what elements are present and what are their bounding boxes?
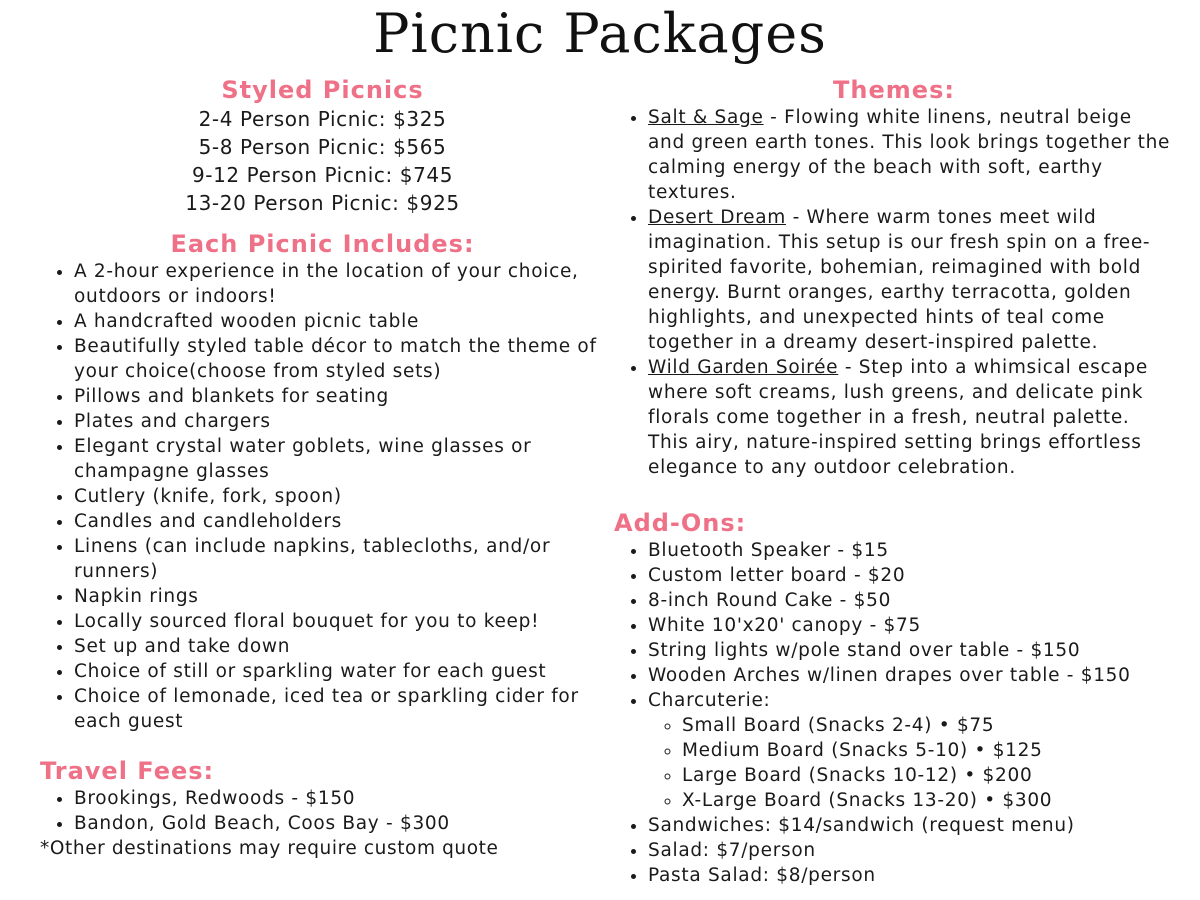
list-item: • Salad: $7/person xyxy=(648,838,1174,863)
charcuterie-label: Charcuterie: xyxy=(648,690,771,711)
charcuterie-item xyxy=(648,688,1174,813)
theme-item xyxy=(648,205,1174,355)
theme-item xyxy=(648,355,1174,480)
list-item: • A handcrafted wooden picnic table xyxy=(74,309,605,334)
list-item: • Custom letter board - $20 xyxy=(648,563,1174,588)
price-list xyxy=(40,105,605,217)
theme-description: - Step into a whimsical escape where soft creams, lush greens, and delicate pink florals come together in a fresh, neutral palette. This airy, nature-inspired setting brings effortless elegance to any outdoor celebration. xyxy=(648,357,1148,478)
price-line: 5-8 Person Picnic: $565 xyxy=(198,135,447,159)
charcuterie-list xyxy=(648,713,1174,813)
list-item: • Bandon, Gold Beach, Coos Bay - $300 xyxy=(74,811,605,836)
page-title: Picnic Packages xyxy=(373,2,827,65)
theme-name: Desert Dream xyxy=(648,207,786,228)
list-item: • Pasta Salad: $8/person xyxy=(648,863,1174,888)
styled-picnics-heading: Styled Picnics xyxy=(221,76,424,104)
price-line: 2-4 Person Picnic: $325 xyxy=(198,107,447,131)
price-line: 9-12 Person Picnic: $745 xyxy=(191,163,454,187)
list-item: • Locally sourced floral bouquet for you to keep! xyxy=(74,609,605,634)
list-item: • White 10'x20' canopy - $75 xyxy=(648,613,1174,638)
list-item: • Set up and take down xyxy=(74,634,605,659)
list-item: • Linens (can include napkins, tablecloths, and/or runners) xyxy=(74,534,605,584)
price-line: 13-20 Person Picnic: $925 xyxy=(185,191,460,215)
list-item: • Beautifully styled table décor to match the theme of your choice(choose from styled sets) xyxy=(74,334,605,384)
travel-fees-list xyxy=(40,786,605,836)
list-item: • Choice of lemonade, iced tea or sparkling cider for each guest xyxy=(74,684,605,734)
left-column xyxy=(40,75,605,861)
list-item: • Sandwiches: $14/sandwich (request menu) xyxy=(648,813,1174,838)
list-item: • Wooden Arches w/linen drapes over table - $150 xyxy=(648,663,1174,688)
list-item: • String lights w/pole stand over table - $150 xyxy=(648,638,1174,663)
list-item: • 8-inch Round Cake - $50 xyxy=(648,588,1174,613)
theme-name: Wild Garden Soirée xyxy=(648,357,839,378)
sub-list-item: ◦ X-Large Board (Snacks 13-20) • $300 xyxy=(682,788,1174,813)
list-item: • A 2-hour experience in the location of your choice, outdoors or indoors! xyxy=(74,259,605,309)
theme-item xyxy=(648,105,1174,205)
theme-description: - Where warm tones meet wild imagination. This setup is our fresh spin on a free-spirited favorite, bohemian, reimagined with bold energy. Burnt oranges, earthy terracotta, golden highlights, and unexpected hints of teal come together in a dreamy desert-inspired palette. xyxy=(648,207,1151,353)
list-item: • Pillows and blankets for seating xyxy=(74,384,605,409)
sub-list-item: ◦ Medium Board (Snacks 5-10) • $125 xyxy=(682,738,1174,763)
includes-list xyxy=(40,259,605,734)
sub-list-item: ◦ Small Board (Snacks 2-4) • $75 xyxy=(682,713,1174,738)
includes-heading: Each Picnic Includes: xyxy=(170,230,475,258)
sub-list-item: ◦ Large Board (Snacks 10-12) • $200 xyxy=(682,763,1174,788)
list-item: • Elegant crystal water goblets, wine glasses or champagne glasses xyxy=(74,434,605,484)
theme-description: - Flowing white linens, neutral beige and green earth tones. This look brings together the calming energy of the beach with soft, earthy textures. xyxy=(648,107,1171,203)
add-ons-heading: Add-Ons: xyxy=(614,509,747,537)
list-item: • Choice of still or sparkling water for each guest xyxy=(74,659,605,684)
theme-name: Salt & Sage xyxy=(648,107,764,128)
list-item: • Bluetooth Speaker - $15 xyxy=(648,538,1174,563)
list-item: • Napkin rings xyxy=(74,584,605,609)
themes-list xyxy=(614,105,1174,480)
list-item: • Cutlery (knife, fork, spoon) xyxy=(74,484,605,509)
list-item: • Plates and chargers xyxy=(74,409,605,434)
list-item: • Brookings, Redwoods - $150 xyxy=(74,786,605,811)
list-item: • Candles and candleholders xyxy=(74,509,605,534)
travel-note: *Other destinations may require custom quote xyxy=(40,838,499,859)
right-column xyxy=(614,75,1174,888)
add-ons-list xyxy=(614,538,1174,888)
themes-heading: Themes: xyxy=(833,76,955,104)
travel-fees-heading: Travel Fees: xyxy=(40,757,215,785)
